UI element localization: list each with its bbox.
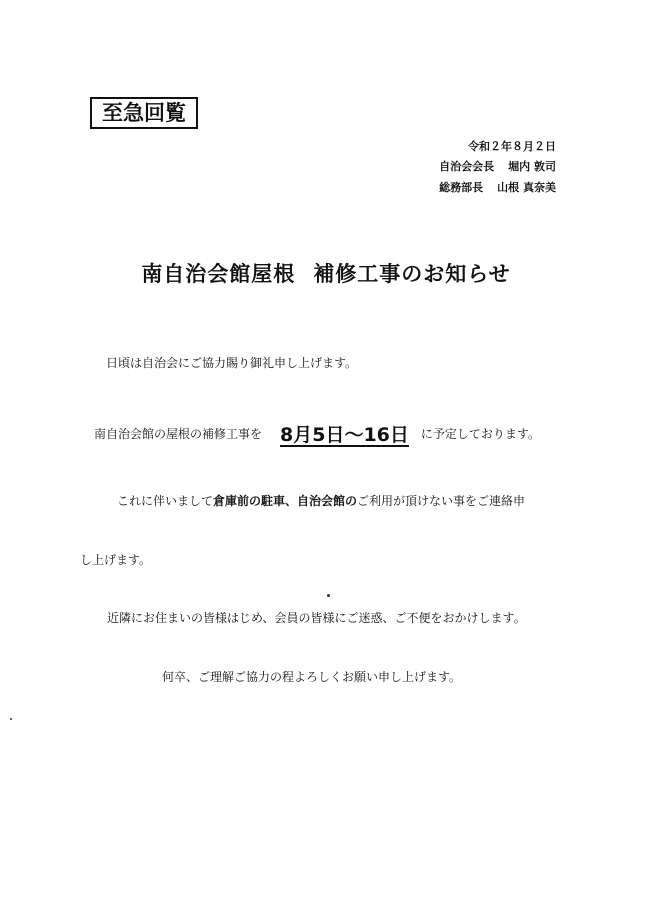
restriction-bold: 倉庫前の駐車、自治会館の: [213, 494, 358, 508]
scan-speck: [10, 718, 12, 720]
general-role: 総務部長: [439, 181, 484, 194]
chair-name: 堀内 敦司: [508, 160, 556, 173]
chair-signature: [439, 158, 556, 174]
schedule-text-after: に予定しております。: [420, 427, 540, 441]
closing-paragraph: 何卒、ご理解ご協力の程よろしくお願い申し上げます。: [162, 670, 462, 684]
title-part-1: 南自治会館屋根: [141, 262, 296, 286]
urgent-circulation-stamp: 至急回覧: [90, 97, 198, 129]
scan-speck: [327, 594, 330, 597]
title-part-2: 補修工事のお知らせ: [313, 262, 511, 286]
restriction-paragraph: [117, 492, 525, 509]
restriction-prefix: これに伴いまして: [117, 494, 214, 508]
restriction-continuation: し上げます。: [80, 553, 152, 567]
construction-dates: 8月5日～16日: [280, 424, 409, 446]
apology-paragraph: 近隣にお住まいの皆様はじめ、会員の皆様にご迷惑、ご不便をおかけします。: [107, 611, 526, 625]
greeting-paragraph: 日頃は自治会にご協力賜り御礼申し上げます。: [106, 356, 358, 370]
notice-title: [0, 258, 652, 288]
issue-date: 令和２年８月２日: [468, 140, 556, 153]
restriction-suffix: ご利用が頂けない事をご連絡申: [357, 494, 526, 508]
general-affairs-signature: [439, 179, 556, 195]
schedule-paragraph: [94, 425, 540, 447]
general-name: 山根 真奈美: [497, 181, 556, 194]
schedule-text-before: 南自治会館の屋根の補修工事を: [94, 427, 263, 441]
chair-role: 自治会会長: [439, 160, 495, 173]
